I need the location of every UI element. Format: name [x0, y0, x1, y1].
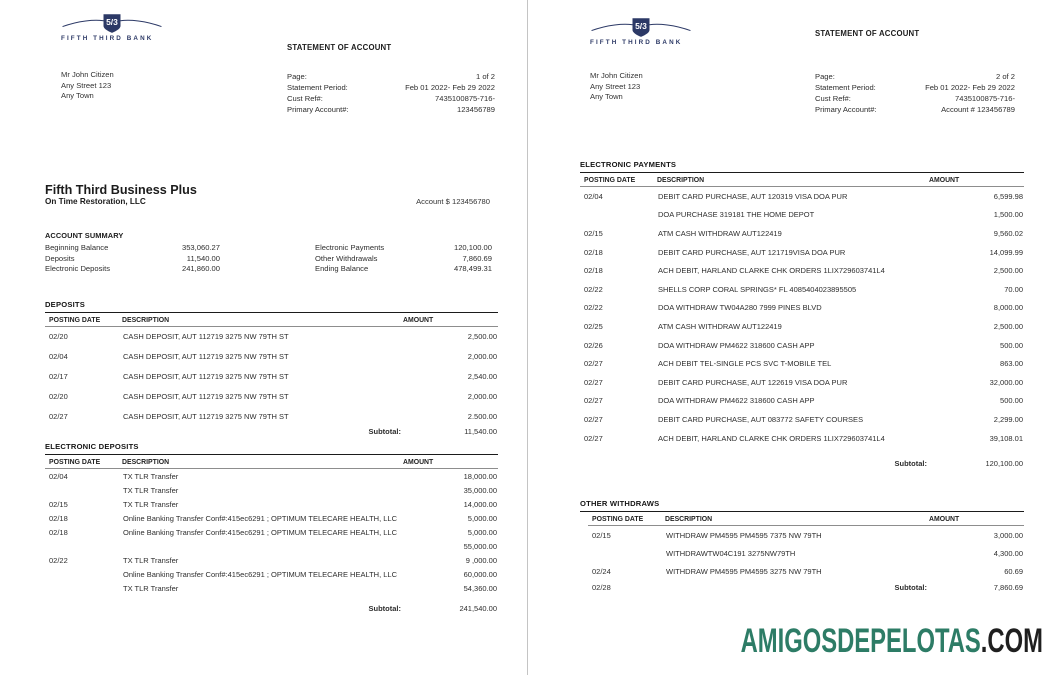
transaction-row [580, 373, 1024, 392]
address-line: Any Street 123 [590, 81, 641, 91]
cell-desc: DEBIT CARD PURCHASE, AUT 121719VISA DOA PUR [658, 247, 846, 257]
info-value: 7435100875-716- [435, 94, 495, 103]
page-divider [527, 0, 528, 675]
cell-amount: 500.00 [1000, 396, 1023, 406]
bank-shield-icon [590, 17, 692, 38]
cell-amount: 18,000.00 [463, 471, 497, 481]
cell-date: 02/15 [49, 499, 68, 509]
cell-date [45, 483, 122, 497]
address-line: Mr John Citizen [61, 70, 114, 79]
cell-desc: DEBIT CARD PURCHASE, AUT 120319 VISA DOA PUR [658, 191, 848, 201]
transaction-row [588, 526, 1024, 545]
section-title: ELECTRONIC PAYMENTS [580, 160, 1024, 173]
cell-amount: 500.00 [1000, 340, 1023, 350]
transaction-row [588, 562, 1024, 580]
transaction-row [580, 429, 1024, 448]
column-header: DESCRIPTION [122, 455, 403, 469]
product-title: Fifth Third Business Plus [45, 183, 197, 197]
cell-date: 02/17 [49, 371, 68, 381]
cell-date: 02/15 [592, 530, 611, 540]
cell-date [45, 581, 122, 595]
account-summary [45, 231, 498, 279]
info-value: Account # 123456789 [941, 105, 1015, 114]
cell-desc: TX TLR Transfer [123, 555, 179, 565]
transaction-row [45, 367, 498, 387]
info-row [287, 82, 495, 93]
summary-row [45, 254, 220, 265]
cell-desc: Online Banking Transfer Conf#:415ec6291 ; OPTIMUM TELECARE HEALTH, LLC [123, 569, 398, 579]
cell-date: 02/18 [49, 527, 68, 537]
cell-amount: 2,500.00 [993, 321, 1023, 331]
table-header-row [588, 512, 1024, 526]
transaction-row [45, 525, 498, 539]
cell-date: 02/24 [592, 566, 611, 576]
customer-address [590, 71, 643, 103]
subtotal-label: Subtotal: [368, 426, 401, 436]
info-value: 7435100875-716- [955, 94, 1015, 103]
cell-date: 02/18 [49, 513, 68, 523]
bank-shield-icon [61, 13, 163, 34]
company-name: On Time Restoration, LLC [45, 197, 146, 206]
column-header: POSTING DATE [45, 313, 122, 327]
address-line: Any Town [590, 92, 623, 101]
transaction-row [45, 469, 498, 484]
cell-amount: 4,300.00 [993, 548, 1023, 558]
summary-label: Other Withdrawals [315, 253, 378, 263]
transaction-row [580, 354, 1024, 373]
address-line: Mr John Citizen [590, 71, 643, 80]
transaction-row [45, 539, 498, 553]
cell-desc: DOA PURCHASE 319181 THE HOME DEPOT [658, 210, 815, 220]
table-header-row [45, 455, 498, 469]
column-header: AMOUNT [929, 173, 1024, 187]
column-header: AMOUNT [929, 512, 1024, 526]
cell-date [580, 447, 657, 473]
deposits-table [45, 313, 498, 441]
cell-desc: TX TLR Transfer [123, 485, 179, 495]
cell-desc: DEBIT CARD PURCHASE, AUT 122619 VISA DOA PUR [658, 377, 848, 387]
transaction-row [580, 392, 1024, 411]
cell-desc: TX TLR Transfer [123, 583, 179, 593]
svg-text:5/3: 5/3 [635, 21, 647, 32]
cell-amount: 60.69 [1004, 566, 1023, 576]
cell-desc: DOA WITHDRAW PM4622 318600 CASH APP [658, 396, 815, 406]
cell-amount: 2,540.00 [467, 371, 497, 381]
table-header-row [580, 173, 1024, 187]
watermark [741, 622, 1043, 661]
cell-amount: 2,500.00 [993, 266, 1023, 276]
cell-desc: ATM CASH WITHDRAW AUT122419 [658, 321, 782, 331]
bank-name: FIFTH THIRD BANK [590, 39, 683, 46]
cell-desc: DOA WITHDRAW TW04A280 7999 PINES BLVD [658, 303, 822, 313]
cell-desc: CASH DEPOSIT, AUT 112719 3275 NW 79TH ST [123, 371, 289, 381]
transaction-row [45, 497, 498, 511]
summary-right-column [315, 243, 492, 275]
customer-address [61, 70, 114, 102]
info-label: Statement Period: [815, 83, 876, 92]
summary-value: 353,060.27 [181, 243, 220, 252]
cell-desc: DEBIT CARD PURCHASE, AUT 083772 SAFETY COURSES [658, 414, 864, 424]
cell-desc: SHELLS CORP CORAL SPRINGS* FL 4085404023895505 [658, 284, 857, 294]
cell-date: 02/22 [584, 284, 603, 294]
cell-amount: 8,000.00 [993, 303, 1023, 313]
cell-desc: TX TLR Transfer [123, 471, 179, 481]
other-withdraws-section [580, 499, 1024, 596]
subtotal-value: 11,540.00 [464, 426, 497, 436]
info-value: 123456789 [456, 105, 495, 114]
subtotal-value: 7,860.69 [993, 582, 1023, 592]
cell-desc: CASH DEPOSIT, AUT 112719 3275 NW 79TH ST [123, 332, 289, 342]
transaction-row [580, 410, 1024, 429]
transaction-row [580, 261, 1024, 280]
cell-amount: 39,108.01 [989, 433, 1023, 443]
cell-amount: 9,560.02 [993, 228, 1023, 238]
summary-row [315, 254, 492, 265]
summary-value: 241,860.00 [181, 264, 220, 274]
cell-amount: 14,099.99 [989, 247, 1023, 257]
cell-desc: ATM CASH WITHDRAW AUT122419 [658, 228, 782, 238]
transaction-row [580, 336, 1024, 355]
subtotal-row [45, 426, 498, 441]
summary-title: ACCOUNT SUMMARY [45, 231, 124, 240]
transaction-row [45, 567, 498, 581]
statement-page-1 [45, 0, 498, 675]
summary-left-column [45, 243, 220, 275]
cell-date [45, 567, 122, 581]
summary-label: Electronic Deposits [45, 264, 110, 274]
statement-page-2 [580, 0, 1024, 675]
cell-desc: WITHDRAW PM4595 PM4595 7375 NW 79TH [666, 530, 822, 540]
cell-date: 02/20 [49, 391, 68, 401]
info-label: Cust Ref#: [287, 94, 323, 103]
summary-row [45, 243, 220, 254]
electronic-deposits-table [45, 455, 498, 616]
electronic-payments-section [580, 160, 1024, 473]
cell-date: 02/27 [584, 359, 603, 369]
statement-info [287, 71, 495, 115]
column-header: DESCRIPTION [665, 512, 929, 526]
cell-date: 02/18 [584, 266, 603, 276]
cell-date: 02/27 [584, 414, 603, 424]
cell-desc: CASH DEPOSIT, AUT 112719 3275 NW 79TH ST [123, 391, 289, 401]
info-label: Statement Period: [287, 83, 348, 92]
cell-amount: 54,360.00 [463, 583, 497, 593]
cell-date [588, 544, 665, 562]
info-label: Page: [287, 72, 307, 81]
info-row [815, 71, 1015, 82]
address-line: Any Street 123 [61, 80, 112, 90]
summary-value: 11,540.00 [186, 253, 220, 263]
cell-amount: 32,000.00 [989, 377, 1023, 387]
subtotal-row [580, 447, 1024, 473]
info-row [287, 71, 495, 82]
cell-date: 02/22 [49, 555, 68, 565]
transaction-row [580, 280, 1024, 299]
transaction-row [45, 553, 498, 567]
summary-label: Deposits [45, 253, 75, 263]
summary-row [45, 264, 220, 275]
cell-desc: CASH DEPOSIT, AUT 112719 3275 NW 79TH ST [123, 411, 289, 421]
cell-desc [122, 539, 403, 553]
info-row [815, 104, 1015, 115]
subtotal-label: Subtotal: [894, 459, 927, 469]
info-value: 2 of 2 [996, 72, 1015, 81]
info-label: Cust Ref#: [815, 94, 851, 103]
cell-desc: TX TLR Transfer [123, 499, 179, 509]
summary-columns [45, 243, 498, 279]
section-title: OTHER WITHDRAWS [580, 499, 1024, 512]
cell-date: 02/26 [584, 340, 603, 350]
transaction-row [45, 347, 498, 367]
cell-date [45, 426, 122, 441]
cell-amount: 3,000.00 [993, 530, 1023, 540]
info-row [287, 104, 495, 115]
transaction-row [588, 544, 1024, 562]
watermark-suffix: .COM [980, 622, 1043, 660]
cell-amount: 14,000.00 [463, 499, 497, 509]
cell-desc: DOA WITHDRAW PM4622 318600 CASH APP [658, 340, 815, 350]
cell-amount: 6,599.98 [993, 191, 1023, 201]
transaction-row [45, 581, 498, 595]
deposits-section [45, 300, 498, 441]
summary-label: Ending Balance [315, 264, 369, 274]
transaction-row [580, 299, 1024, 318]
fifth-third-logo [590, 17, 692, 46]
cell-date [580, 206, 657, 225]
transaction-row [45, 386, 498, 406]
transaction-row [580, 317, 1024, 336]
other-withdraws-table [588, 512, 1024, 596]
cell-desc: ACH DEBIT TEL-SINGLE PCS SVC T-MOBILE TEL [658, 359, 832, 369]
summary-row [315, 264, 492, 275]
info-row [815, 93, 1015, 104]
statement-info [815, 71, 1015, 115]
cell-date: 02/04 [49, 352, 68, 362]
column-header: POSTING DATE [588, 512, 665, 526]
section-title: ELECTRONIC DEPOSITS [45, 442, 498, 455]
transaction-row [45, 511, 498, 525]
watermark-brand: AMIGOSDEPELOTAS [740, 622, 981, 660]
cell-amount: 9 ,000.00 [465, 555, 497, 565]
column-header: AMOUNT [403, 455, 498, 469]
cell-date: 02/28 [592, 582, 611, 592]
column-header: AMOUNT [403, 313, 498, 327]
section-title: DEPOSITS [45, 300, 498, 313]
subtotal-row [588, 581, 1024, 597]
summary-value: 7,860.69 [462, 253, 492, 263]
transaction-row [580, 206, 1024, 225]
transaction-row [45, 327, 498, 347]
summary-value: 478,499.31 [453, 264, 492, 274]
subtotal-value: 241,540.00 [459, 604, 497, 613]
info-label: Primary Account#: [287, 105, 349, 114]
column-header: POSTING DATE [45, 455, 122, 469]
cell-date: 02/18 [584, 247, 603, 257]
cell-amount: 35,000.00 [463, 485, 497, 495]
electronic-payments-table [580, 173, 1024, 473]
cell-amount: 2,000.00 [467, 391, 497, 401]
cell-amount: 55,000.00 [463, 541, 497, 551]
cell-date: 02/04 [49, 471, 68, 481]
cell-desc: CASH DEPOSIT, AUT 112719 3275 NW 79TH ST [123, 352, 289, 362]
cell-date: 02/27 [584, 396, 603, 406]
summary-label: Beginning Balance [45, 243, 109, 252]
cell-desc: Online Banking Transfer Conf#:415ec6291 ; OPTIMUM TELECARE HEALTH, LLC [123, 527, 398, 537]
summary-label: Electronic Payments [315, 243, 385, 252]
info-value: Feb 01 2022- Feb 29 2022 [405, 83, 495, 92]
column-header: POSTING DATE [580, 173, 657, 187]
cell-date: 02/04 [584, 191, 603, 201]
fifth-third-logo [61, 13, 163, 42]
cell-desc: ACH DEBIT, HARLAND CLARKE CHK ORDERS 1LIX729603741L4 [658, 433, 885, 443]
cell-date: 02/27 [584, 433, 603, 443]
cell-amount: 1,500.00 [993, 210, 1023, 220]
cell-date [45, 539, 122, 553]
info-row [815, 82, 1015, 93]
product-header [45, 184, 498, 207]
cell-amount: 60,000.00 [463, 569, 497, 579]
transaction-row [580, 187, 1024, 206]
info-label: Page: [815, 72, 835, 81]
info-value: Feb 01 2022- Feb 29 2022 [925, 83, 1015, 92]
cell-amount: 863.00 [1000, 359, 1023, 369]
table-header-row [45, 313, 498, 327]
column-header: DESCRIPTION [657, 173, 929, 187]
transaction-row [45, 406, 498, 426]
cell-amount: 2,500.00 [467, 332, 497, 342]
summary-row [315, 243, 492, 254]
account-number: Account $ 123456780 [416, 197, 490, 206]
cell-amount: 70.00 [1004, 284, 1023, 294]
cell-amount: 5,000.00 [467, 527, 497, 537]
cell-amount: 2,000.00 [467, 352, 497, 362]
column-header: DESCRIPTION [122, 313, 403, 327]
info-row [287, 93, 495, 104]
cell-date: 02/25 [584, 321, 603, 331]
summary-value: 120,100.00 [453, 243, 492, 252]
info-label: Primary Account#: [815, 105, 877, 114]
statement-title: STATEMENT OF ACCOUNT [815, 29, 920, 38]
svg-text:5/3: 5/3 [106, 17, 118, 28]
cell-date: 02/15 [584, 228, 603, 238]
cell-amount: 2,299.00 [993, 414, 1023, 424]
cell-date: 02/27 [584, 377, 603, 387]
transaction-row [580, 224, 1024, 243]
cell-desc: Online Banking Transfer Conf#:415ec6291 ; OPTIMUM TELECARE HEALTH, LLC [123, 513, 398, 523]
cell-date [45, 595, 122, 616]
subtotal-label: Subtotal: [368, 604, 401, 613]
cell-desc: ACH DEBIT, HARLAND CLARKE CHK ORDERS 1LIX729603741L4 [658, 266, 885, 276]
cell-date: 02/27 [49, 411, 68, 421]
subtotal-label: Subtotal: [894, 582, 927, 592]
cell-amount: 5,000.00 [467, 513, 497, 523]
electronic-deposits-section [45, 442, 498, 616]
cell-amount: 2.500.00 [467, 411, 497, 421]
subtotal-row [45, 595, 498, 616]
cell-date: 02/22 [584, 303, 603, 313]
cell-date: 02/20 [49, 332, 68, 342]
cell-desc: WITHDRAWTW04C191 3275NW79TH [666, 548, 796, 558]
subtotal-value: 120,100.00 [985, 459, 1023, 469]
bank-name: FIFTH THIRD BANK [61, 35, 154, 42]
address-line: Any Town [61, 91, 94, 100]
transaction-row [45, 483, 498, 497]
cell-desc: WITHDRAW PM4595 PM4595 3275 NW 79TH [666, 566, 822, 576]
info-value: 1 of 2 [476, 72, 495, 81]
statement-title: STATEMENT OF ACCOUNT [287, 43, 392, 52]
transaction-row [580, 243, 1024, 262]
